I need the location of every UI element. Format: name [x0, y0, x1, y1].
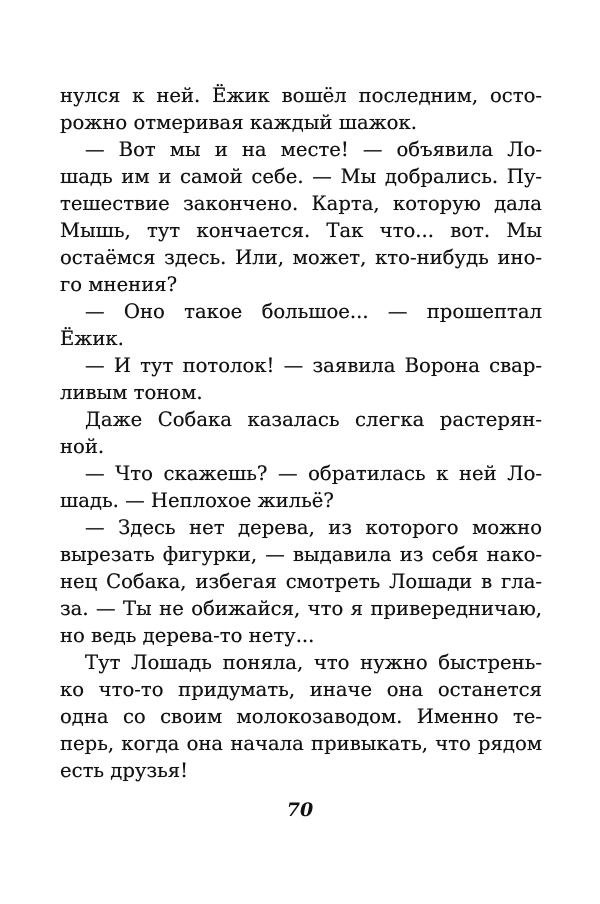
text-line: — Здесь нет дерева, из которого можно	[85, 516, 542, 539]
text-line: одна со своим молокозаводом. Именно те-	[60, 705, 542, 728]
text-line: рожно отмеривая каждый шажок.	[60, 111, 417, 134]
text-line: — И тут потолок! — заявила Ворона свар-	[85, 354, 542, 377]
text-line: остаёмся здесь. Или, может, кто-нибудь ино-	[60, 246, 542, 269]
text-line: го мнения?	[60, 273, 178, 296]
text-line: но ведь дерева-то нету...	[60, 624, 315, 647]
text-line: Даже Собака казалась слегка растерян-	[85, 408, 542, 431]
text-line: вырезать фигурки, — выдавила из себя нако-	[60, 543, 542, 566]
text-line: нец Собака, избегая смотреть Лошади в гла-	[60, 570, 542, 593]
text-line: ной.	[60, 435, 105, 458]
text-line: Тут Лошадь поняла, что нужно быстрень-	[85, 651, 542, 674]
text-line: за. — Ты не обижайся, что я привередничаю,	[60, 597, 542, 620]
text-line: шадь. — Неплохое жильё?	[60, 489, 334, 512]
text-line: ко что-то придумать, иначе она останется	[60, 678, 542, 701]
text-line: Мышь, тут кончается. Так что... вот. Мы	[60, 219, 542, 242]
text-line: Ёжик.	[60, 327, 124, 350]
text-line: тешествие закончено. Карта, которую дала	[60, 192, 542, 215]
text-line: шадь им и самой себе. — Мы добрались. Пу-	[60, 165, 542, 188]
text-line: есть друзья!	[60, 759, 189, 782]
text-line: — Вот мы и на месте! — объявила Ло-	[85, 138, 542, 161]
text-line: — Оно такое большое... — прошептал	[85, 300, 542, 323]
page-text	[60, 82, 542, 784]
text-line: ливым тоном.	[60, 381, 203, 404]
text-line: нулся к ней. Ёжик вошёл последним, осто-	[60, 84, 542, 107]
text-line: — Что скажешь? — обратилась к ней Ло-	[85, 462, 542, 485]
text-line: перь, когда она начала привыкать, что рядом	[60, 732, 542, 755]
page-number: 70	[286, 799, 314, 821]
